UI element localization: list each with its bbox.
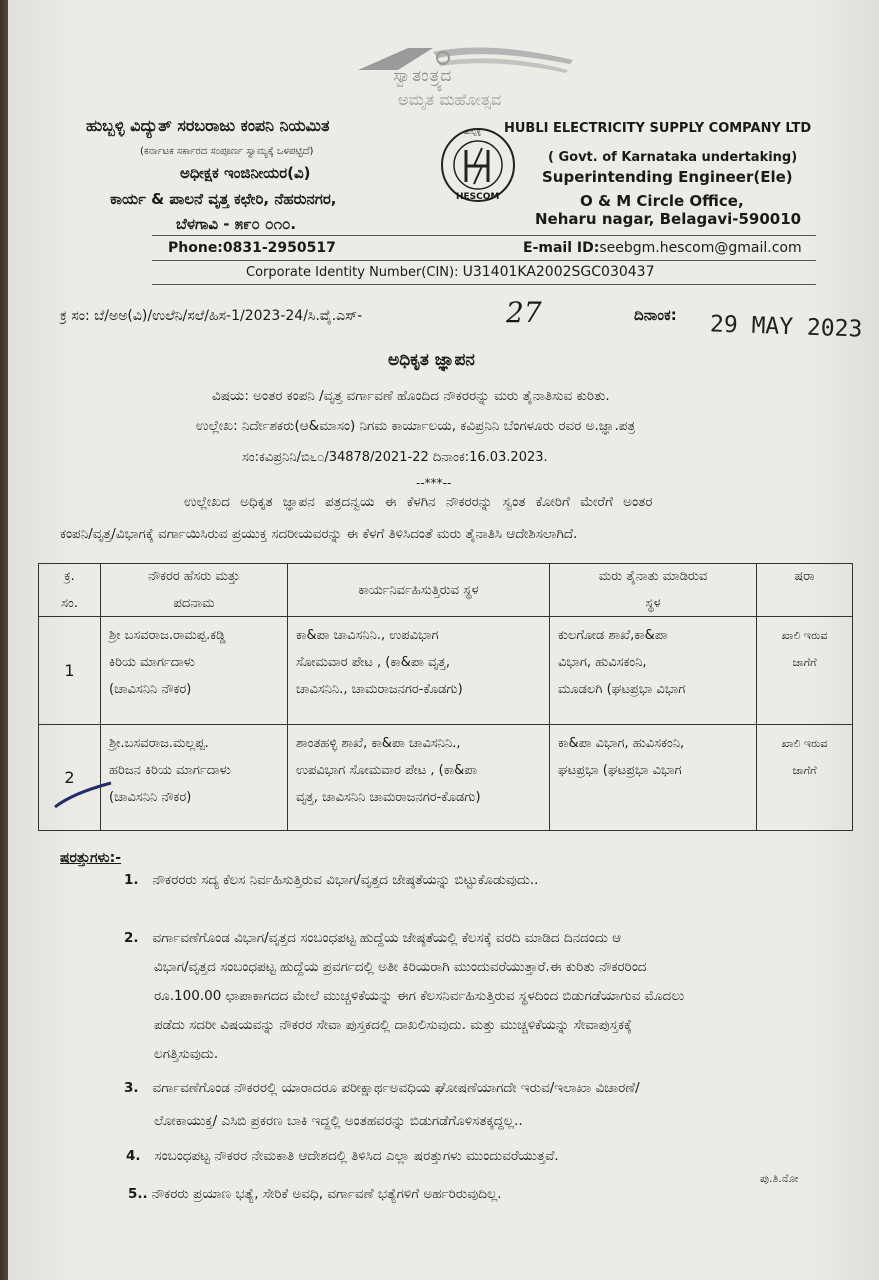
logo-text-bottom: HESCOM — [456, 192, 500, 202]
row-sl: 2 — [39, 725, 101, 831]
ink-tick-mark — [53, 781, 113, 811]
document-page — [8, 0, 879, 1280]
header-name: ನೌಕರರ ಹೆಸರು ಮತ್ತು ಪದನಾಮ — [101, 564, 288, 617]
header-remark: ಷರಾ — [757, 564, 853, 617]
condition-item-2: 2. ವರ್ಗಾವಣೆಗೊಂಡ ವಿಭಾಗ/ವೃತ್ತದ ಸಂಬಂಧಪಟ್ಟ ಹುದ್ದೆಯ ಜೇಷ್ಠತೆಯಲ್ಲಿ ಕೆಲಸಕ್ಕೆ ವರದಿ ಮಾಡಿದ ದಿನದಂದು ಆ ವಿಭಾಗ/ವೃತ್ತದ ಸಂಬಂಧಪಟ್ಟ ಹುದ್ದೆಯ ಪ್ರವರ್ಗದಲ್ಲಿ ಅತೀ ಕಿರಿಯರಾಗಿ ಮುಂದುವರೆಯುತ್ತಾರೆ.ಈ ಕುರಿತು ನೌಕರರಿಂದ ರೂ.100.00 ಛಾಪಾಕಾಗದದ ಮೇಲೆ ಮುಚ್ಚಳಿಕೆಯನ್ನು ಈಗ ಕೆಲಸನಿರ್ವಹಿಸುತ್ತಿರುವ ಸ್ಥಳದಿಂದ ಬಿಡುಗಡೆಯಾಗುವ ಮೊದಲು ಪಡೆದು ಸದರೀ ವಿಷಯವನ್ನು ನೌಕರರ ಸೇವಾ ಪುಸ್ತಕದಲ್ಲಿ ದಾಖಲಿಸುವುದು. ಮತ್ತು ಮುಚ್ಚಳಿಕೆಯನ್ನು ಸೇವಾಪುಸ್ತಕಕ್ಕೆ ಲಗತ್ತಿಸುವುದು. — [124, 930, 685, 1062]
condition-item-4: 4. ಸಂಬಂಧಪಟ್ಟ ನೌಕರರ ನೇಮಕಾತಿ ಆದೇಶದಲ್ಲಿ ತಿಳಿಸಿದ ಎಲ್ಲಾ ಷರತ್ತುಗಳು ಮುಂದುವರೆಯುತ್ತವೆ. — [126, 1148, 559, 1164]
row-name: ಶ್ರೀ.ಬಸವರಾಜ.ಮಲ್ಲಪ್ಪ. ಹರಿಜನ ಕಿರಿಯ ಮಾರ್ಗದಾಳು (ಚಾವಿಸನಿನಿ ನೌಕರ) — [101, 725, 288, 831]
email-address[interactable]: seebgm.hescom@gmail.com — [599, 240, 802, 256]
row-sl: 1 — [39, 617, 101, 725]
row-remark: ಖಾಲಿ ಇರುವ ಜಾಗೆಗೆ — [757, 725, 853, 831]
table-row — [39, 617, 853, 725]
row-remark: ಖಾಲಿ ಇರುವ ಜಾಗೆಗೆ — [757, 617, 853, 725]
cin-label: Corporate Identity Number(CIN): — [246, 265, 459, 280]
emblem-graphic — [338, 40, 588, 80]
office-english: O & M Circle Office, — [580, 192, 744, 210]
table-header-row — [39, 564, 853, 617]
separator: --***-- — [416, 476, 452, 490]
company-name-kannada: ಹುಬ್ಬಳ್ಳಿ ವಿದ್ಯುತ್ ಸರಬರಾಜು ಕಂಪನಿ ನಿಯಮಿತ — [86, 116, 330, 135]
subject-line: ವಿಷಯ: ಅಂತರ ಕಂಪನಿ /ವೃತ್ತ ವರ್ಗಾವಣೆ ಹೊಂದಿದ ನೌಕರರನ್ನು ಮರು ತೈನಾತಿಸುವ ಕುರಿತು. — [212, 388, 610, 404]
office-kannada: ಕಾರ್ಯ & ಪಾಲನೆ ವೃತ್ತ ಕಛೇರಿ, ನೆಹರುನಗರ, — [110, 190, 337, 208]
reference-line: ಉಲ್ಲೇಖ: ನಿರ್ದೇಶಕರು(ಆ&ಮಾಸಂ) ನಿಗಮ ಕಾರ್ಯಾಲಯ, ಕವಿಪ್ರನಿನಿ ಬೆಂಗಳೂರು ರವರ ಅ.ಜ್ಞಾ.ಪತ್ರ — [196, 418, 636, 434]
company-name-english: HUBLI ELECTRICITY SUPPLY COMPANY LTD — [504, 121, 812, 136]
officer-kannada: ಅಧೀಕ್ಷಕ ಇಂಜಿನೀಯರ(ವಿ) — [180, 164, 311, 182]
city-english: Neharu nagar, Belagavi-590010 — [535, 210, 802, 228]
condition-item-1: 1. ನೌಕರರರು ಸದ್ಯ ಕೆಲಸ ನಿರ್ವಹಿಸುತ್ತಿರುವ ವಿಭಾಗ/ವೃತ್ತದ ಜೇಷ್ಠತೆಯನ್ನು ಬಿಟ್ಟುಕೊಡುವುದು.. — [124, 872, 539, 888]
azadi-emblem — [338, 40, 588, 110]
emblem-text-1: ಸ್ವಾತಂತ್ರ್ಯದ — [393, 66, 453, 86]
govt-note-english: ( Govt. of Karnataka undertaking) — [548, 150, 798, 165]
row-work-place: ಶಾಂತಹಳ್ಳಿ ಶಾಖೆ, ಕಾ&ಪಾ ಚಾವಿಸನಿನಿ., ಉಪವಿಭಾಗ ಸೋಮವಾರ ಪೇಟ , (ಕಾ&ಪಾ ವೃತ್ತ, ಚಾವಿಸನಿನಿ ಚಾಮರಾಜನಗರ-ಕೊಡಗು) — [288, 725, 550, 831]
email-line — [523, 240, 802, 256]
govt-note-kannada: (ಕರ್ನಾಟಕ ಸರ್ಕಾರದ ಸಂಪೂರ್ಣ ಸ್ವಾಮ್ಯಕ್ಕೆ ಒಳಪಟ್ಟಿದೆ) — [140, 146, 314, 157]
memo-title: ಅಧಿಕೃತ ಜ್ಞಾಪನ — [388, 350, 475, 370]
body-paragraph-line-1: ಉಲ್ಲೇಖದ ಅಧಿಕೃತ ಜ್ಞಾಪನ ಪತ್ರದನ್ವಯ ಈ ಕೆಳಗಿನ ನೌಕರರನ್ನು ಸ್ವಂತ ಕೋರಿಗೆ ಮೇರೆಗೆ ಅಂತರ — [184, 494, 653, 510]
handwritten-number: 27 — [506, 296, 542, 329]
cin-value: U31401KA2002SGC030437 — [462, 264, 655, 280]
table-row — [39, 725, 853, 831]
header-rule-mid — [152, 260, 816, 261]
reference-number: ಕ್ರ ಸಂ: ಬೆ/ಅಅ(ವಿ)/ಉಲೆನಿ/ಸಲೆ/ಹಿಸ-1/2023-24/ಸಿ.ವೈ.ಎಸ್- — [60, 308, 363, 324]
date-label: ದಿನಾಂಕ: — [634, 306, 677, 324]
phone-number: Phone:0831-2950517 — [168, 240, 336, 256]
row-new-place: ಕುಲಗೋಡ ಶಾಖೆ,ಕಾ&ಪಾ ವಿಭಾಗ, ಹುವಿಸಕಂನಿ, ಮೂಡಲಗಿ (ಘಟಪ್ರಭಾ ವಿಭಾಗ — [550, 617, 757, 725]
row-work-place: ಕಾ&ಪಾ ಚಾವಿಸನಿನಿ., ಉಪವಿಭಾಗ ಸೋಮವಾರ ಪೇಟ , (ಕಾ&ಪಾ ವೃತ್ತ, ಚಾವಿಸನಿನಿ., ಚಾಮರಾಜನಗರ-ಕೊಡಗು) — [288, 617, 550, 725]
officer-english: Superintending Engineer(Ele) — [542, 168, 793, 186]
reference-line-2: ಸಂ:ಕವಿಪ್ರನಿನಿ/ಬಿ೬೦/34878/2021-22 ದಿನಾಂಕ:16.03.2023. — [242, 450, 548, 465]
header-rule-bottom — [152, 284, 816, 285]
condition-item-5: 5.. ನೌಕರರು ಪ್ರಯಾಣ ಭತ್ಯೆ, ಸೇರಿಕೆ ಅವಧಿ, ವರ್ಗಾವಣೆ ಭತ್ಯೆಗಳಿಗೆ ಅರ್ಹರಿರುವುದಿಲ್ಲ. — [128, 1186, 502, 1202]
condition-item-3: 3. ವರ್ಗಾವಣೆಗೊಂಡ ನೌಕರರಲ್ಲಿ ಯಾರಾದರೂ ಪರೀಕ್ಷಾರ್ಥಅವಧಿಯ ಘೋಷಣೆಯಾಗದೇ ಇರುವ/ಇಲಾಖಾ ವಿಚಾರಣೆ/ ಲೋಕಾಯುಕ್ತ/ ಎಸಿಬಿ ಪ್ರಕರಣ ಬಾಕಿ ಇದ್ದಲ್ಲಿ ಅಂತಹವರನ್ನು ಬಿಡುಗಡೆಗೊಳಿಸತಕ್ಕದ್ದಲ್ಲ.. — [124, 1080, 640, 1129]
row-new-place: ಕಾ&ಪಾ ವಿಭಾಗ, ಹುವಿಸಕಂನಿ, ಘಟಪ್ರಭಾ (ಘಟಪ್ರಭಾ ವಿಭಾಗ — [550, 725, 757, 831]
header-sl: ಕ್ರ. ಸಂ. — [39, 564, 101, 617]
staff-transfer-table — [38, 563, 853, 831]
cin-line — [246, 264, 655, 280]
pto-note: ಪು.ತಿ.ನೋ — [760, 1172, 799, 1185]
body-paragraph-line-2: ಕಂಪನಿ/ವೃತ್ತ/ವಿಭಾಗಕ್ಕೆ ವರ್ಗಾಯಿಸಿರುವ ಪ್ರಯುಕ್ತ ಸದರೀಯವರನ್ನು ಈ ಕೆಳಗೆ ತಿಳಿಸಿದಂತೆ ಮರು ತೈನಾತಿಸಿ ಆದೇಶಿಸಲಾಗಿದೆ. — [60, 526, 578, 542]
date-stamp: 29 MAY 2023 — [709, 311, 863, 343]
header-rule-top — [152, 235, 816, 236]
logo-text-top: ಹುಬ್ಬಳ್ಳಿ — [464, 128, 481, 136]
email-label: E-mail ID: — [523, 240, 600, 256]
row-name: ಶ್ರೀ ಬಸವರಾಜ.ರಾಮಪ್ಪ.ಕಡ್ಡಿ ಕಿರಿಯ ಮಾರ್ಗದಾಳು (ಚಾವಿಸನಿನಿ ನೌಕರ) — [101, 617, 288, 725]
city-kannada: ಬೆಳಗಾವಿ - ೫೯೦ ೦೧೦. — [176, 215, 297, 233]
emblem-text-2: ಅಮೃತ ಮಹೋತ್ಸವ — [398, 90, 502, 109]
conditions-title: ಷರತ್ತುಗಳು:- — [60, 850, 122, 866]
header-new-place: ಮರು ತೈನಾತು ಮಾಡಿರುವ ಸ್ಥಳ — [550, 564, 757, 617]
header-work: ಕಾರ್ಯನಿರ್ವಹಿಸುತ್ತಿರುವ ಸ್ಥಳ — [288, 564, 550, 617]
